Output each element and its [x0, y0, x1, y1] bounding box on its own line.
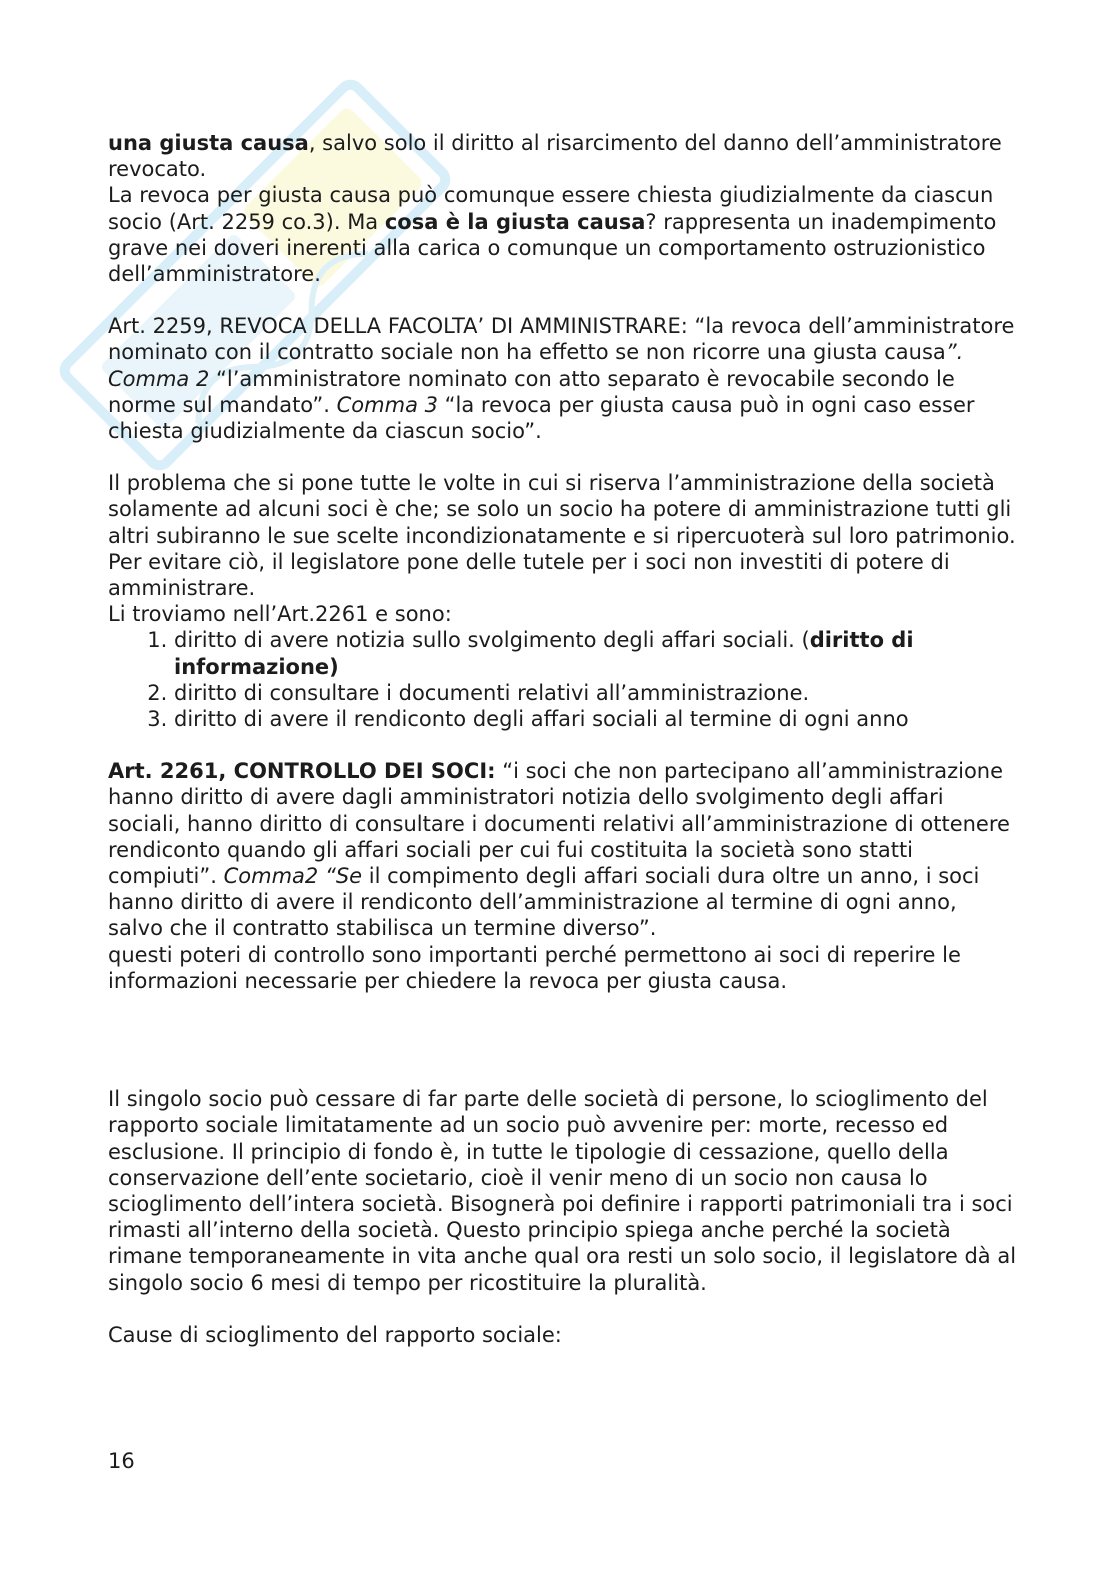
paragraph-art-2259: Art. 2259, REVOCA DELLA FACOLTA’ DI AMMINISTRARE: “la revoca dell’amministratore nominato con il contratto sociale non ha effetto se non ricorre una giusta causa”. Comma 2 “l’amministratore nominato con atto separato è revocabile secondo le norme sul mandato”. Comma 3 “la revoca per giusta causa può in ogni caso esser chiesta giudizialmente da ciascun socio”. — [108, 314, 1015, 444]
list-item: 2. diritto di consultare i documenti relativi all’amministrazione. — [174, 680, 1018, 706]
paragraph-poteri-controllo: questi poteri di controllo sono importanti perché permettono ai soci di reperire le informazioni necessarie per chiedere la revoca per giusta causa. — [108, 942, 961, 993]
paragraph-cause-scioglimento: Cause di scioglimento del rapporto sociale: — [108, 1322, 562, 1347]
list-item: 1. diritto di avere notizia sullo svolgimento degli affari sociali. (diritto di informazione) — [174, 627, 1018, 679]
list-item: 3. diritto di avere il rendiconto degli affari sociali al termine di ogni anno — [174, 706, 1018, 732]
paragraph-problema: Il problema che si pone tutte le volte in cui si riserva l’amministrazione della società solamente ad alcuni soci è che; se solo un socio ha potere di amministrazione tutti gli altri subiranno le sue scelte incondizionatamente e si ripercuoterà sul loro patrimonio. Per evitare ciò, il legislatore pone delle tutele per i soci non investiti di potere di amministrare. — [108, 471, 1016, 601]
tutele-list — [108, 627, 1018, 732]
document-body — [108, 130, 1018, 1348]
bold-text: una giusta causa — [108, 131, 309, 155]
paragraph-singolo-socio: Il singolo socio può cessare di far parte delle società di persone, lo scioglimento del rapporto sociale limitatamente ad un socio può avvenire per: morte, recesso ed esclusione. Il principio di fondo è, in tutte le tipologie di cessazione, quello della conservazione dell’ente societario, cioè il venir meno di un socio non causa lo scioglimento dell’intera società. Bisognerà poi definire i rapporti patrimoniali tra i soci rimasti all’interno della società. Questo principio spiega anche perché la società rimane temporaneamente in vita anche qual ora resti un solo socio, il legislatore dà al singolo socio 6 mesi di tempo per ricostituire la pluralità. — [108, 1087, 1017, 1295]
paragraph-revoca: La revoca per giusta causa può comunque essere chiesta giudizialmente da ciascun socio (Art. 2259 co.3). Ma cosa è la giusta causa? rappresenta un inadempimento grave nei doveri inerenti alla carica o comunque un comportamento ostruzionistico dell’amministratore. — [108, 183, 997, 287]
bold-text: cosa è la giusta causa — [384, 209, 646, 234]
paragraph-art-2261-intro: Li troviamo nell’Art.2261 e sono: — [108, 602, 452, 627]
page-number: 16 — [108, 1449, 135, 1473]
paragraph-art-2261: Art. 2261, CONTROLLO DEI SOCI: “i soci che non partecipano all’amministrazione hanno diritto di avere dagli amministratori notizia dello svolgimento degli affari sociali, hanno diritto di consultare i documenti relativi all’amministrazione di ottenere rendiconto quando gli affari sociali per cui fui costituita la società sono statti compiuti”. Comma2 “Se il compimento degli affari sociali dura oltre un anno, i soci hanno diritto di avere il rendiconto dell’amministrazione al termine di ogni anno, salvo che il contratto stabilisca un termine diverso”. — [108, 759, 1010, 941]
paragraph-giusta-causa: una giusta causa, salvo solo il diritto al risarcimento del danno dell’amministratore revocato. — [108, 131, 1002, 182]
